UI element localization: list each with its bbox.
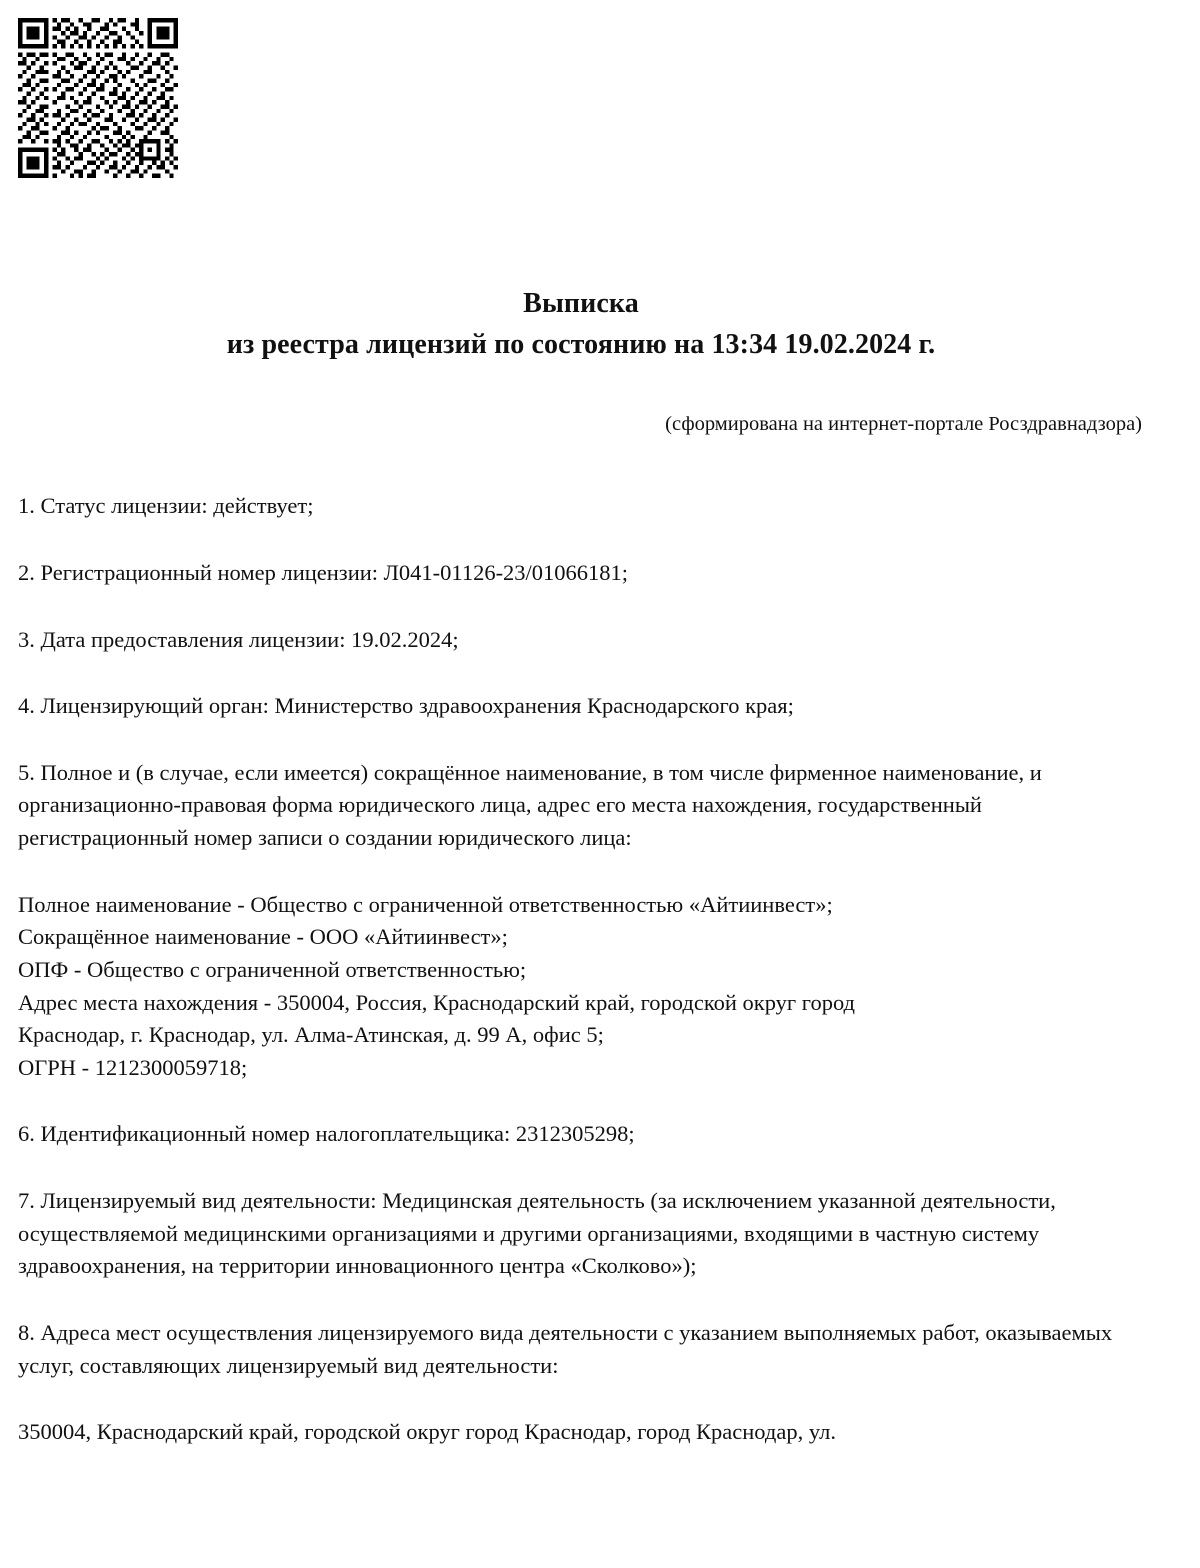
item-inn: 6. Идентификационный номер налогоплательщика: 2312305298;	[18, 1121, 635, 1147]
activity-address-entry: 350004, Краснодарский край, городской округ город Краснодар, город Краснодар, ул.	[18, 1419, 836, 1445]
entity-short-name: Сокращённое наименование - ООО «Айтиинвест»;	[18, 924, 508, 950]
item-activity-type: 7. Лицензируемый вид деятельности: Медицинская деятельность (за исключением указанной деятельности, осуществляемой медицинскими организациями и другими организациями, входящими в частную систему здравоохранения, на территории инновационного центра «Сколково»);	[18, 1188, 1056, 1279]
page-subtitle: из реестра лицензий по состоянию на 13:34 19.02.2024 г.	[226, 329, 936, 360]
entity-ogrn: ОГРН - 1212300059718;	[18, 1054, 248, 1080]
item-status: 1. Статус лицензии: действует;	[18, 493, 314, 519]
entity-details-block	[18, 889, 1144, 1085]
entity-full-name: Полное наименование - Общество с ограниченной ответственностью «Айтиинвест»;	[18, 891, 833, 917]
item-entity-names-heading: 5. Полное и (в случае, если имеется) сокращённое наименование, в том числе фирменное наименование, и организационно-правовая форма юридического лица, адрес его места нахождения, государственный регистрационный номер записи о создании юридического лица:	[18, 759, 1042, 851]
entity-address-line-2: Краснодар, г. Краснодар, ул. Алма-Атинская, д. 99 А, офис 5;	[18, 1022, 604, 1048]
item-issue-date: 3. Дата предоставления лицензии: 19.02.2024;	[18, 626, 459, 652]
item-registration-number: 2. Регистрационный номер лицензии: Л041-01126-23/01066181;	[18, 559, 629, 585]
entity-legal-form: ОПФ - Общество с ограниченной ответственностью;	[18, 956, 527, 982]
document-body	[18, 490, 1144, 1449]
title-block	[18, 283, 1144, 366]
qr-code-icon	[18, 18, 178, 178]
portal-note: (сформирована на интернет-портале Росздравнадзора)	[665, 412, 1142, 435]
item-licensing-authority: 4. Лицензирующий орган: Министерство здравоохранения Краснодарского края;	[18, 693, 794, 719]
page-title: Выписка	[523, 288, 639, 319]
item-activity-addresses-heading: 8. Адреса мест осуществления лицензируемого вида деятельности с указанием выполняемых работ, оказываемых услуг, составляющих лицензируемый вид деятельности:	[18, 1319, 1113, 1378]
entity-address-line-1: Адрес места нахождения - 350004, Россия, Краснодарский край, городской округ город	[18, 989, 855, 1015]
